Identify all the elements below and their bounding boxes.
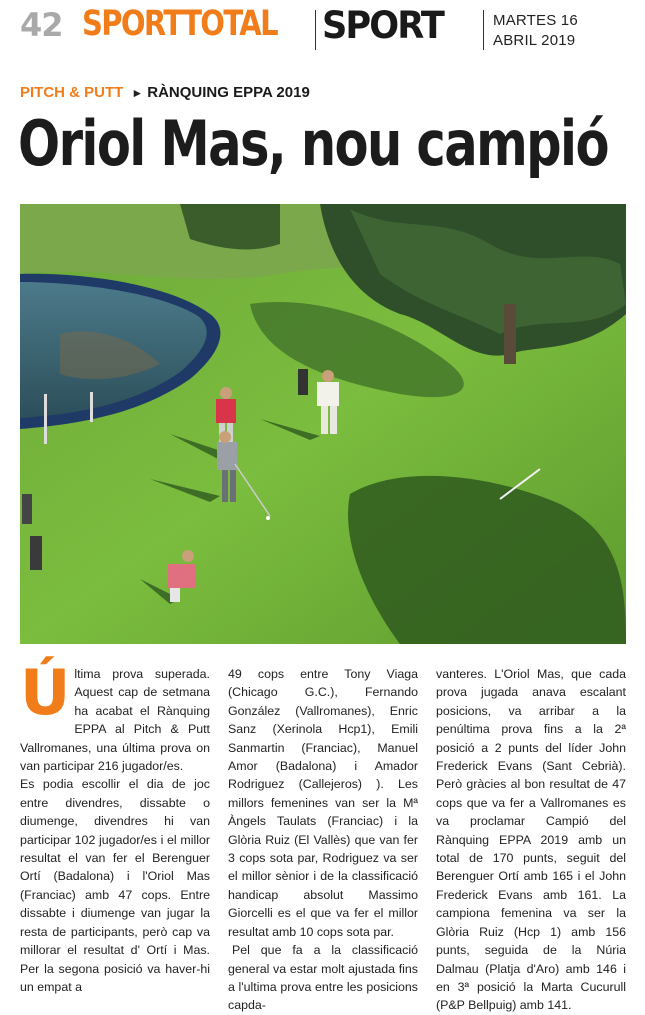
page-number: 42 — [20, 6, 63, 44]
paragraph: vanteres. L'Oriol Mas, que cada prova jugada anava escalant posicions, va arribar a la penúltima prova fins a la 2ª posició a 2 punts del líder John Frederick Evans (Sant Cebrià). Però gràcies al bon resultat de 47 cops que va fer a Vallromanes es va proclamar Campió del Rànquing EPPA 2019 amb un total de 170 punts, seguit del Berenguer Ortí amb 165 i el John Frederick Evans amb 161. La campiona femenina va ser la Glòria Ruiz (Hcp 1) amb 156 punts, seguida de la Núria Dalmau (Platja d'Aro) amb 146 i en 3ª posició la Marta Cucurull (P&P Bellpuig) amb 141. — [436, 667, 626, 1013]
play-arrow-icon: ► — [131, 86, 144, 100]
masthead — [0, 0, 645, 66]
kicker-section: PITCH & PUTT — [20, 84, 124, 101]
masthead-divider — [483, 10, 484, 50]
dropcap: Ú — [20, 656, 71, 729]
paragraph: Pel que fa a la classificació general va estar molt ajustada fins a l'ultima prova entre les posicions capda- — [228, 943, 418, 1013]
article-photo — [20, 204, 626, 644]
kicker-topic: RÀNQUING EPPA 2019 — [147, 84, 310, 101]
date-month-year: ABRIL 2019 — [493, 32, 576, 49]
paragraph — [20, 656, 210, 775]
paragraph: 49 cops entre Tony Viaga (Chicago G.C.), Fernando González (Vallromanes), Enric Sanz (Xerinola Hcp1), Emili Sanmartin (Franciac), Manuel Amor (Badalona) i Amador Rodriguez (Callejeros) ). Les millors femenines van ser la Mª Àngels Taulats (Franciac) i la Glòria Ruiz (El Vallès) que van fer 3 cops sota par, Rodriguez va ser el millor sènior i de la classificació handicap absolut Massimo Giorcelli es el que va fer el millor resultat amb 10 cops sota par. — [228, 667, 418, 939]
headline: Oriol Mas, nou campió — [18, 107, 608, 180]
date-weekday: MARTES 16 — [493, 12, 578, 29]
masthead-divider — [315, 10, 316, 50]
article-column-1 — [20, 656, 210, 996]
article-body — [20, 656, 627, 1013]
paragraph-text: ltima prova superada. Aquest cap de setmana ha acabat el Rànquing EPPA al Pitch & Putt Vallromanes, una última prova on van participar 216 jugador/es. — [20, 667, 210, 774]
newspaper-logo: SPORT — [322, 4, 443, 47]
article-kicker — [20, 84, 310, 101]
article-column-2 — [228, 665, 418, 1015]
article-column-3 — [436, 665, 626, 1015]
paragraph: Es podia escollir el dia de joc entre divendres, dissabte o diumenge, divendres hi van participar 102 jugador/es i el millor resultat el van fer el Berenguer Ortí (Badalona) i l'Oriol Mas (Franciac) amb 47 cops. Entre dissabte i diumenge van jugar la resta de participants, però cap va millorar el resultat d' Ortí i Mas. Per la segona posició va haver-hi un empat a — [20, 777, 210, 994]
section-title: SPORTTOTAL — [82, 4, 277, 44]
